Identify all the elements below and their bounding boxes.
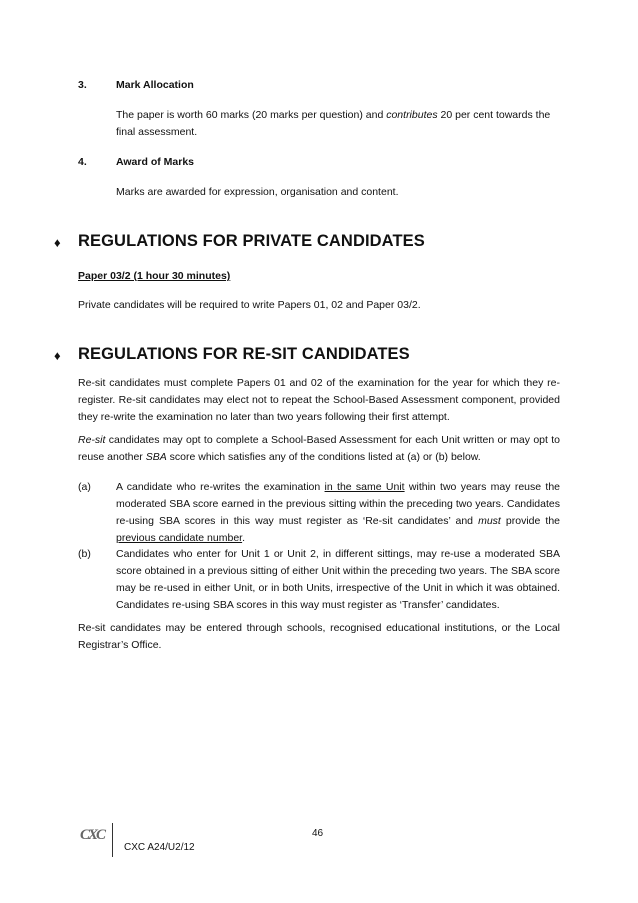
paragraph: Re-sit candidates may be entered through schools, recognised educational institutions, or the Local Registrar’s Office. bbox=[78, 622, 560, 651]
list-label: (a) bbox=[78, 481, 91, 493]
diamond-bullet-icon: ♦ bbox=[54, 348, 61, 363]
section-heading: REGULATIONS FOR RE-SIT CANDIDATES bbox=[78, 345, 410, 363]
page-number: 46 bbox=[312, 828, 324, 839]
diamond-bullet-icon: ♦ bbox=[54, 235, 61, 250]
list-item: A candidate who re-writes the examination in the same Unit within two years may reuse the moderated SBA score earned in the previous sitting within the preceding two years. Candidates re-using SBA scores in this way must register as ‘Re-sit candidates’ and must provide the previous candidate number. bbox=[116, 481, 561, 544]
section-title: Mark Allocation bbox=[116, 79, 194, 91]
section-heading: REGULATIONS FOR PRIVATE CANDIDATES bbox=[78, 232, 425, 250]
document-code: CXC A24/U2/12 bbox=[124, 842, 195, 853]
list-label: (b) bbox=[78, 548, 91, 560]
section-number: 4. bbox=[78, 156, 87, 168]
section-body: Marks are awarded for expression, organisation and content. bbox=[116, 186, 399, 198]
section-title: Award of Marks bbox=[116, 156, 194, 168]
paragraph: Private candidates will be required to write Papers 01, 02 and Paper 03/2. bbox=[78, 299, 421, 311]
paragraph: Re-sit candidates must complete Papers 01 and 02 of the examination for the year for which they re-register. Re-sit candidates may elect not to repeat the School-Based Assessment component, provided they re-write the examination no later than two years following their first attempt. bbox=[78, 377, 560, 423]
footer-divider bbox=[112, 823, 113, 857]
paper-subheading: Paper 03/2 (1 hour 30 minutes) bbox=[78, 270, 231, 282]
section-number: 3. bbox=[78, 79, 87, 91]
paragraph: Re-sit candidates may opt to complete a School-Based Assessment for each Unit written or may opt to reuse another SBA score which satisfies any of the conditions listed at (a) or (b) below. bbox=[78, 434, 560, 463]
list-item: Candidates who enter for Unit 1 or Unit 2, in different sittings, may re-use a moderated SBA score obtained in a previous sitting of either Unit within the preceding two years. The SBA score may be re-used in either Unit, or in both Units, irrespective of the Unit in which it was obtained. Candidates re-using SBA scores in this way must register as ‘Transfer’ candidates. bbox=[116, 548, 560, 611]
section-body: The paper is worth 60 marks (20 marks per question) and contributes 20 per cent towards the final assessment. bbox=[116, 109, 551, 138]
cxc-logo: CXC bbox=[80, 827, 105, 843]
